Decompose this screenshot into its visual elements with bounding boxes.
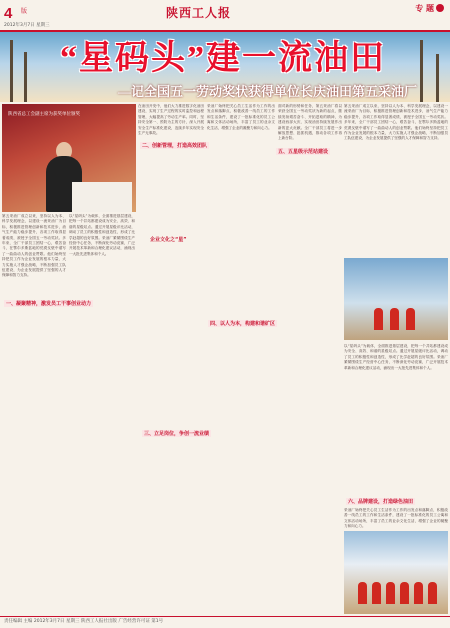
section-subtitle: 五、五星级示范站建设 (278, 149, 329, 155)
oilfield-photo (344, 258, 448, 340)
culture-note: 企业文化之“星” (150, 237, 187, 243)
main-headline: “星码头”建一流油田 (60, 40, 386, 77)
page-header (0, 0, 450, 30)
page-unit: 版 (21, 8, 28, 15)
derrick-icon (10, 40, 13, 102)
derrick-icon (436, 54, 439, 102)
award-ceremony-photo (2, 104, 136, 212)
section-dot-icon (436, 4, 444, 12)
article-column: 采油厂始终把关心员工生活作为工作的出发点和落脚点，积极改善一线员工的工作和生活条件，建设了一批标准化的员工公寓和文体活动场所，丰富了员工的业余文化生活，增强了企业的凝聚力和向心力。 (207, 104, 275, 130)
section-subtitle: 一、凝聚精神，激发员工干事创业动力 (6, 301, 92, 307)
worker-figure (386, 582, 395, 604)
worker-figure (358, 582, 367, 604)
article-column: 采油厂始终把关心员工生活作为工作的出发点和落脚点，积极改善一线员工的工作和生活条件，建设了一批标准化的员工公寓和文体活动场所，丰富了员工的业余文化生活，增强了企业的凝聚力和向心力。 (344, 508, 448, 529)
worker-figure (390, 308, 399, 330)
worker-figure (372, 582, 381, 604)
page-footer: 责任编辑 主编 2012年3月7日 星期三 陕西工人报社出版 广告经营许可证 第1号 (4, 619, 164, 624)
article-column: 以“星码头”为载体，全面推进基层建设，把每一个井站都建设成为安全、高效、和谐的星级站点。通过开展星级评比活动，调动了员工的积极性和创造性，形成了比学赶超的良好氛围。采油厂紧紧围绕生产经营中心任务，不断深化劳动竞赛，广泛开展技术革新和合理化建议活动，涌现出一大批先进集体和个人。 (344, 344, 448, 370)
article-column: 第五采油厂成立以来，坚持以人为本、科学发展理念，以建设一流采油厂为目标，积极推进管理创新和技术进步，油气生产能力稳步提升，各项工作取得显著成绩，被授予全国五一劳动奖状。多年来，全厂干部员工团结一心，艰苦奋斗，在鄂尔多斯盆地的荒漠戈壁中谱写了一曲曲动人的创业赞歌。他们始终坚持把员工作为企业发展的根本力量，大力实施人才强企战略，不断加强员工队伍建设，为企业发展提供了坚强的人才保障和智力支持。 (344, 104, 448, 141)
podium (72, 182, 132, 212)
worker-figure (428, 582, 437, 604)
newspaper-masthead: 陕西工人报 (166, 6, 232, 20)
derrick-icon (24, 52, 27, 102)
worker-figure (374, 308, 383, 330)
worker-figure (400, 582, 409, 604)
section-subtitle: 三、立足岗位，争创一流业绩 (144, 431, 210, 437)
page-number: 4 (4, 5, 13, 22)
derrick-icon (420, 40, 423, 102)
worker-figure (414, 582, 423, 604)
workers-photo (344, 531, 448, 614)
section-subtitle: 二、创新管理，打造高效团队 (142, 143, 208, 149)
sub-headline: —记全国五一劳动奖状获得单位长庆油田第五采油厂 (118, 84, 418, 99)
section-subtitle: 四、以人为本，构建和谐矿区 (210, 321, 276, 327)
section-subtitle: 六、品牌建设，打造绿色油田 (348, 499, 414, 505)
section-label: 专 题 (415, 4, 434, 13)
worker-figure (406, 308, 415, 330)
article-column: 第五采油厂成立以来，坚持以人为本、科学发展理念，以建设一流采油厂为目标，积极推进管理创新和技术进步，油气生产能力稳步提升，各项工作取得显著成绩，被授予全国五一劳动奖状。多年来，全厂干部员工团结一心，艰苦奋斗，在鄂尔多斯盆地的荒漠戈壁中谱写了一曲曲动人的创业赞歌。他们始终坚持把员工作为企业发展的根本力量，大力实施人才强企战略，不断加强员工队伍建设，为企业发展提供了坚强的人才保障和智力支持。 (2, 214, 66, 278)
photo-caption: 陕西省总工会副主席为获奖单位颁奖 (8, 112, 80, 117)
headline-banner (0, 32, 450, 102)
article-column: 面对新的形势和任务，第五采油厂将以荣获全国五一劳动奖状为新的起点，继续发扬艰苦奋斗、开拓进取的精神，为建设西部大庆、实现油田持续发展作出新的更大贡献。全厂干部员工将进一步解放思想、抢抓机遇，推动各项工作再上新台阶。 (278, 104, 342, 141)
footer-rule (0, 616, 450, 617)
article-column: 以“星码头”为载体，全面推进基层建设，把每一个井站都建设成为安全、高效、和谐的星级站点。通过开展星级评比活动，调动了员工的积极性和创造性，形成了比学赶超的良好氛围。采油厂紧紧围绕生产经营中心任务，不断深化劳动竞赛，广泛开展技术革新和合理化建议活动，涌现出一大批先进集体和个人。 (69, 214, 135, 256)
dateline: 2012年3月7日 星期三 (4, 23, 50, 28)
article-column: 在油田开发中，他们大力推进数字化油田建设，实现了生产过程的实时监控和远程管理，大幅提高了劳动生产率。同时，坚持安全第一、预防为主的方针，深入开展安全生产标准化建设，连续多年实现安全生产无事故。 (138, 104, 204, 136)
